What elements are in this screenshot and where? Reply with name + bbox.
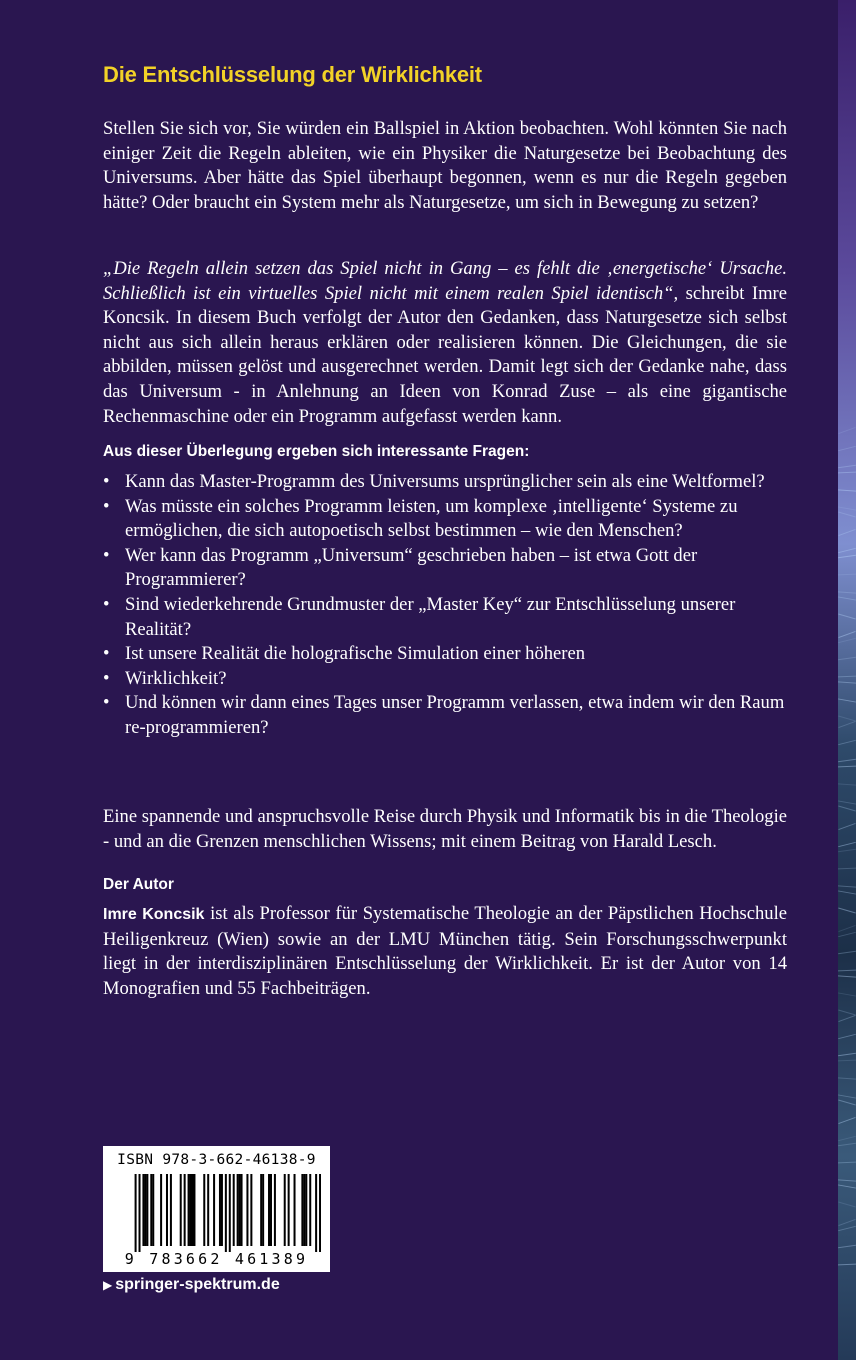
artwork-streak xyxy=(838,908,856,914)
artwork-streak xyxy=(838,951,856,954)
barcode-bar xyxy=(246,1174,248,1246)
artwork-streak xyxy=(838,1100,856,1106)
author-paragraph xyxy=(103,902,787,1001)
artwork-streak xyxy=(838,806,856,812)
artwork-streak xyxy=(838,657,856,660)
intro-paragraph: Stellen Sie sich vor, Sie würden ein Ballspiel in Aktion beobachten. Wohl könnten Sie nach einiger Zeit die Regeln ableiten, wie ein Physiker die Naturgesetze bei Beobachtung des Universums. Aber hätte das Spiel überhaupt begonnen, wenn es nur die Regeln gegeben hätte? Oder braucht ein System mehr als Naturgesetze, um sich in Bewegung zu setzen? xyxy=(103,118,787,213)
barcode-bar xyxy=(284,1174,286,1246)
artwork-streak xyxy=(838,465,856,468)
quote-paragraph xyxy=(103,257,787,429)
quote-continuation: schreibt Imre Koncsik. In diesem Buch verfolgt der Autor den Gedanken, dass Naturgesetze sich selbst nicht aus sich allein heraus erklären oder realisieren können. Die Gleichungen, die sie abbilden, müssen gelöst und ausgerechnet werden. Damit legt sich der Gedanke nahe, dass das Universum - in Anlehnung an Ideen von Konrad Zuse – als eine gigantische Rechenmaschine oder ein Programm aufgefasst werden kann. xyxy=(103,282,787,427)
artwork-streak xyxy=(838,823,855,830)
ean-digits: 9 783662 461389 xyxy=(124,1250,309,1268)
barcode-bar xyxy=(139,1174,141,1252)
author-bio: ist als Professor für Systematische Theologie an der Päpstlichen Hochschule Heiligenkreuz (Wien) sowie an der LMU München tätig. Sein Forschungsschwerpunkt liegt in der interdisziplinären Entschlüsselung der Wirklichkeit. Er ist der Autor von 14 Monografien und 55 Fachbeiträgen. xyxy=(103,903,788,999)
author-heading: Der Autor xyxy=(103,876,174,893)
artwork-streak xyxy=(838,800,856,804)
artwork-streak xyxy=(838,1162,856,1164)
barcode-bar xyxy=(303,1174,305,1246)
barcode-bar xyxy=(270,1174,272,1246)
barcode-bar xyxy=(188,1174,190,1246)
book-title: Die Entschlüsselung der Wirklichkeit xyxy=(103,62,482,87)
barcode-bar xyxy=(170,1174,172,1246)
barcode-bar xyxy=(233,1174,235,1246)
barcode-bar xyxy=(225,1174,227,1252)
barcode-bar xyxy=(142,1174,144,1246)
barcode-bar xyxy=(268,1174,270,1246)
artwork-streak xyxy=(838,759,856,762)
barcode-bar xyxy=(166,1174,168,1246)
artwork-streak xyxy=(838,766,856,768)
questions-list xyxy=(103,470,787,741)
barcode-bar xyxy=(241,1174,243,1246)
artwork-streak xyxy=(838,890,856,894)
artwork-streak xyxy=(838,885,856,887)
barcode-bar xyxy=(146,1174,148,1246)
artwork-streak xyxy=(838,506,856,510)
questions-heading: Aus dieser Überlegung ergeben sich interessante Fragen: xyxy=(103,443,530,460)
barcode-bar xyxy=(213,1174,215,1246)
artwork-streak xyxy=(838,638,856,643)
barcode-bar xyxy=(221,1174,223,1246)
artwork-streak xyxy=(838,1202,856,1208)
barcode-bar xyxy=(250,1174,252,1246)
artwork-streak xyxy=(838,970,856,972)
barcode-bar xyxy=(274,1174,276,1246)
list-item: • Was müsste ein solches Programm leisten, um komplexe ‚intelligente‘ Systeme zu ermöglichen, die sich autopoetisch selbst bestimmen – wie den Menschen? xyxy=(103,495,787,544)
artwork-streak xyxy=(838,446,856,451)
artwork-streak xyxy=(838,925,855,932)
artwork-streak xyxy=(838,1094,856,1098)
artwork-streak xyxy=(838,721,855,728)
barcode-bar xyxy=(219,1174,221,1246)
barcode-bar xyxy=(180,1174,182,1246)
barcode-bars xyxy=(113,1174,321,1252)
artwork-streak xyxy=(838,1060,856,1062)
artwork-streak xyxy=(838,698,856,702)
barcode-bar xyxy=(207,1174,209,1246)
artwork-streak xyxy=(838,868,856,870)
barcode-bar xyxy=(319,1174,321,1252)
author-name: Imre Koncsik xyxy=(103,906,205,923)
barcode-bar xyxy=(309,1174,311,1246)
barcode-bar xyxy=(184,1174,186,1246)
artwork-streak xyxy=(838,676,856,678)
artwork-streak xyxy=(838,1034,856,1039)
artwork-streak xyxy=(838,472,856,474)
artwork-streak xyxy=(838,512,856,518)
cover-artwork-strip xyxy=(838,0,856,1360)
quote-text: „Die Regeln allein setzen das Spiel nicht in Gang – es fehlt die ‚energetische‘ Ursache. Schließlich ist ein virtuelles Spiel nicht mit einem realen Spiel identisch“, xyxy=(103,258,787,304)
artwork-streak xyxy=(838,975,856,977)
artwork-streak xyxy=(838,1077,856,1079)
barcode-bar xyxy=(260,1174,262,1246)
barcode-bar xyxy=(301,1174,303,1246)
summary-paragraph: Eine spannende und anspruchsvolle Reise durch Physik und Informatik bis in die Theologie - und an die Grenzen menschlichen Wissens; mit einem Beitrag von Harald Lesch. xyxy=(103,806,787,852)
barcode-bar xyxy=(239,1174,241,1246)
play-arrow-icon: ▶ xyxy=(103,1278,113,1292)
artwork-streak xyxy=(838,1015,855,1022)
artwork-streak xyxy=(838,427,855,434)
isbn-label: ISBN 978-3-662-46138-9 xyxy=(117,1152,316,1168)
artwork-streak xyxy=(838,1136,856,1141)
barcode-bar xyxy=(229,1174,231,1252)
artwork-streak xyxy=(838,992,856,996)
artwork-streak xyxy=(838,1053,856,1056)
artwork-streak xyxy=(838,614,856,620)
list-item: • Wirklichkeit? xyxy=(103,667,787,692)
artwork-streak xyxy=(838,740,856,745)
list-item: • Ist unsere Realität die holografische Simulation einer höheren xyxy=(103,642,787,667)
artwork-streak xyxy=(838,591,856,593)
artwork-streak xyxy=(838,631,855,638)
artwork-streak xyxy=(838,932,856,937)
website-text: springer-spektrum.de xyxy=(115,1276,280,1293)
barcode-bar xyxy=(150,1174,152,1246)
barcode-bar xyxy=(203,1174,205,1246)
list-item: • Und können wir dann eines Tages unser Programm verlassen, etwa indem wir den Raum re-programmieren? xyxy=(103,691,787,740)
artwork-streak xyxy=(838,1264,856,1266)
barcode-bar xyxy=(152,1174,154,1246)
artwork-streak xyxy=(838,1226,856,1231)
barcode-bar xyxy=(191,1174,193,1246)
barcode-bar xyxy=(193,1174,195,1246)
list-item: • Wer kann das Programm „Universum“ geschrieben haben – ist etwa Gott der Programmierer? xyxy=(103,544,787,593)
barcode-bar xyxy=(294,1174,296,1246)
barcode-bar xyxy=(262,1174,264,1246)
barcode-bar xyxy=(305,1174,307,1246)
artwork-streak xyxy=(838,489,856,491)
artwork-streak xyxy=(838,1219,855,1226)
artwork-streak xyxy=(838,1179,856,1181)
list-item: • Sind wiederkehrende Grundmuster der „Master Key“ zur Entschlüsselung unserer Realität? xyxy=(103,593,787,642)
artwork-streak xyxy=(838,574,856,576)
artwork-streak xyxy=(838,1245,856,1248)
artwork-streak xyxy=(838,681,856,683)
artwork-streak xyxy=(838,529,855,536)
website-link[interactable] xyxy=(103,1276,280,1294)
artwork-streak xyxy=(838,1143,856,1146)
artwork-streak xyxy=(838,1117,855,1124)
artwork-streak xyxy=(838,842,856,847)
barcode-bar xyxy=(135,1174,137,1252)
barcode-bar xyxy=(288,1174,290,1246)
artwork-streak xyxy=(838,596,856,600)
barcode-bar xyxy=(160,1174,162,1246)
artwork-streak xyxy=(838,548,856,553)
list-item: • Kann das Master-Programm des Universums ursprünglicher sein als eine Weltformel? xyxy=(103,470,787,495)
barcode-bar xyxy=(144,1174,146,1246)
artwork-streak xyxy=(838,555,856,558)
artwork-streak xyxy=(838,849,856,852)
barcode-bar xyxy=(190,1174,192,1246)
artwork-streak xyxy=(838,783,856,785)
barcode-bar xyxy=(315,1174,317,1252)
artwork-streak xyxy=(838,1184,856,1188)
barcode-bar xyxy=(237,1174,239,1246)
isbn-barcode xyxy=(103,1146,330,1272)
